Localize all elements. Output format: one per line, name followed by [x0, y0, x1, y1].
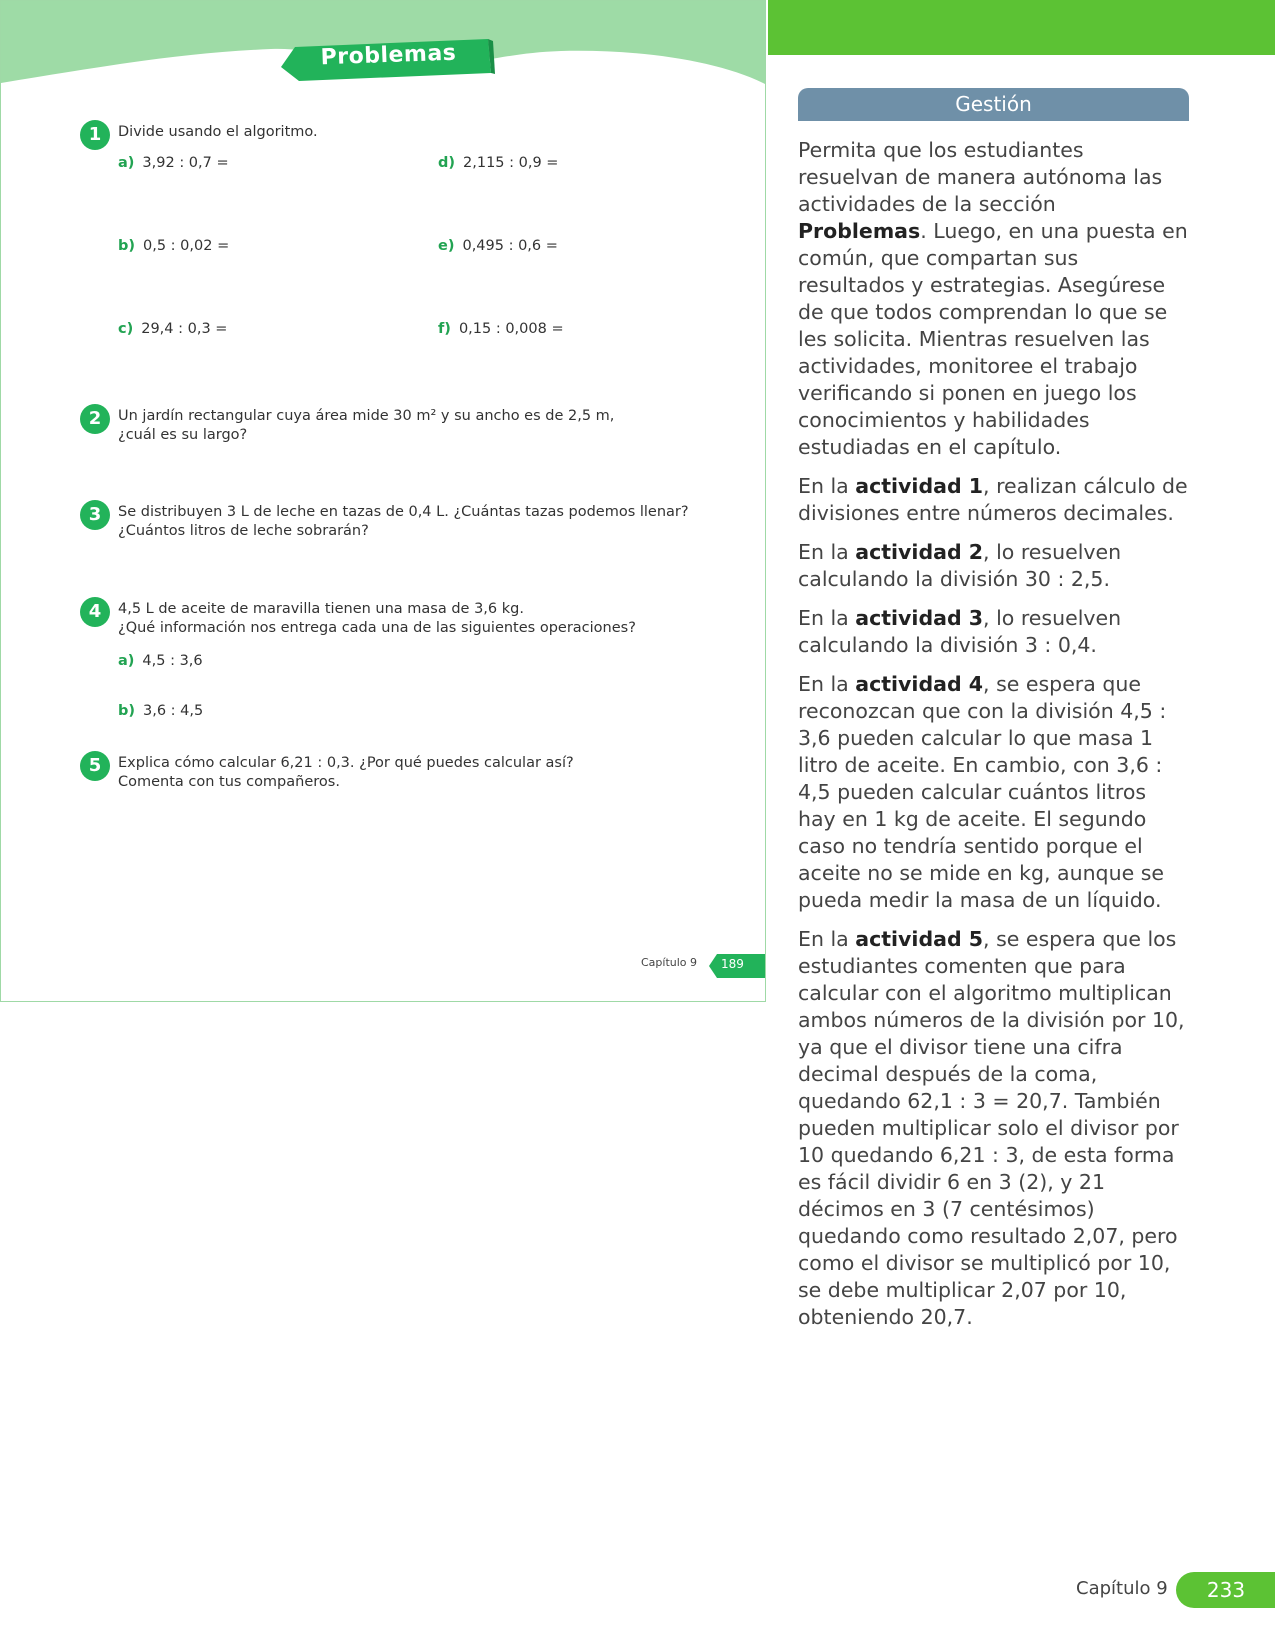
text-run: , lo resuelven calculando la división 3 : 0,4. [798, 606, 1122, 657]
guide-paragraph-4 [798, 605, 1190, 659]
text-run: En la [798, 474, 856, 498]
question-line-2: ¿Cuántos litros de leche sobrarán? [118, 523, 369, 539]
section-title: Problemas [320, 40, 457, 71]
text-run: En la [798, 540, 856, 564]
question-text [118, 407, 614, 445]
section-title-tab [281, 37, 496, 83]
gestion-header: Gestión [798, 88, 1189, 121]
question-line-2: ¿cuál es su largo? [118, 427, 248, 443]
item-label: d) [438, 155, 456, 171]
item-1e [438, 238, 558, 254]
question-line-1: Un jardín rectangular cuya área mide 30 m² y su ancho es de 2,5 m, [118, 408, 615, 424]
guide-paragraph-2 [798, 473, 1190, 527]
item-1c [118, 321, 227, 337]
question-line-2: Comenta con tus compañeros. [118, 774, 340, 790]
question-number-badge: 4 [80, 597, 110, 627]
student-page-number-tab [709, 954, 766, 978]
item-expression: 29,4 : 0,3 = [141, 321, 228, 337]
item-expression: 0,495 : 0,6 = [462, 238, 558, 254]
question-text [118, 600, 636, 638]
bold-text: actividad 3 [855, 606, 984, 630]
text-run: , se espera que reconozcan que con la división 4,5 : 3,6 pueden calcular lo que masa 1 litro de aceite. En cambio, con 3,6 : 4,5 pueden calcular cuántos litros hay en 1 kg de aceite. El segundo caso no tendría sentido porque el aceite no se mide en kg, aunque se pueda medir la masa de un líquido. [798, 672, 1167, 912]
item-label: b) [118, 238, 136, 254]
footer-page-number: 233 [1176, 1572, 1275, 1608]
item-label: c) [118, 321, 134, 337]
item-expression: 2,115 : 0,9 = [463, 155, 559, 171]
guide-paragraph-1 [798, 137, 1190, 461]
item-1f [438, 321, 564, 337]
question-line-1: 4,5 L de aceite de maravilla tienen una masa de 3,6 kg. [118, 601, 524, 617]
item-expression: 3,6 : 4,5 [143, 703, 204, 719]
bold-text: actividad 4 [855, 672, 984, 696]
question-line-1: Explica cómo calcular 6,21 : 0,3. ¿Por qué puedes calcular así? [118, 755, 574, 771]
bold-text: Problemas [798, 219, 921, 243]
item-expression: 4,5 : 3,6 [142, 653, 203, 669]
text-run: . Luego, en una puesta en común, que compartan sus resultados y estrategias. Asegúrese de que todos comprendan lo que se les solicita. Mientras resuelven las actividades, monitoree el trabajo verificando si ponen en juego los conocimientos y habilidades estudiadas en el capítulo. [798, 219, 1188, 459]
question-line-1: Se distribuyen 3 L de leche en tazas de 0,4 L. ¿Cuántas tazas podemos llenar? [118, 504, 689, 520]
bold-text: actividad 2 [855, 540, 984, 564]
item-label: b) [118, 703, 136, 719]
text-run: En la [798, 927, 856, 951]
item-4a [118, 653, 203, 669]
student-page-number: 189 [721, 957, 744, 971]
text-run: Permita que los estudiantes resuelvan de manera autónoma las actividades de la sección [798, 138, 1163, 216]
text-run: En la [798, 606, 856, 630]
item-expression: 3,92 : 0,7 = [142, 155, 229, 171]
question-text: Divide usando el algoritmo. [118, 124, 318, 140]
item-label: e) [438, 238, 455, 254]
footer-chapter-label: Capítulo 9 [1076, 1578, 1168, 1599]
bold-text: actividad 5 [855, 927, 984, 951]
item-1a [118, 155, 229, 171]
item-expression: 0,15 : 0,008 = [458, 321, 564, 337]
guide-paragraph-5 [798, 671, 1190, 914]
item-label: a) [118, 653, 135, 669]
guide-paragraph-3 [798, 539, 1190, 593]
question-number-badge: 3 [80, 500, 110, 530]
text-run: , realizan cálculo de divisiones entre números decimales. [798, 474, 1188, 525]
item-label: f) [438, 321, 451, 337]
question-number-badge: 2 [80, 404, 110, 434]
item-label: a) [118, 155, 135, 171]
student-page [0, 0, 766, 1002]
guide-text [798, 137, 1190, 1343]
question-number-badge: 1 [80, 120, 110, 150]
item-expression: 0,5 : 0,02 = [143, 238, 230, 254]
item-1b [118, 238, 229, 254]
question-text [118, 754, 574, 792]
top-green-bar [768, 0, 1275, 55]
item-4b [118, 703, 203, 719]
bold-text: actividad 1 [855, 474, 984, 498]
question-line-2: ¿Qué información nos entrega cada una de las siguientes operaciones? [118, 620, 636, 636]
text-run: , se espera que los estudiantes comenten que para calcular con el algoritmo multiplican ambos números de la división por 10, ya que el divisor tiene una cifra decimal después de la coma, quedando 62,1 : 3 = 20,7. También pueden multiplicar solo el divisor por 10 quedando 6,21 : 3, de esta forma es fácil dividir 6 en 3 (2), y 21 décimos en 3 (7 centésimos) quedando como resultado 2,07, pero como el divisor se multiplicó por 10, se debe multiplicar 2,07 por 10, obteniendo 20,7. [798, 927, 1185, 1329]
student-page-footer-label: Capítulo 9 [641, 956, 698, 969]
question-text [118, 503, 689, 541]
question-number-badge: 5 [80, 751, 110, 781]
item-1d [438, 155, 558, 171]
text-run: En la [798, 672, 856, 696]
guide-paragraph-6 [798, 926, 1190, 1331]
text-run: , lo resuelven calculando la división 30 : 2,5. [798, 540, 1122, 591]
